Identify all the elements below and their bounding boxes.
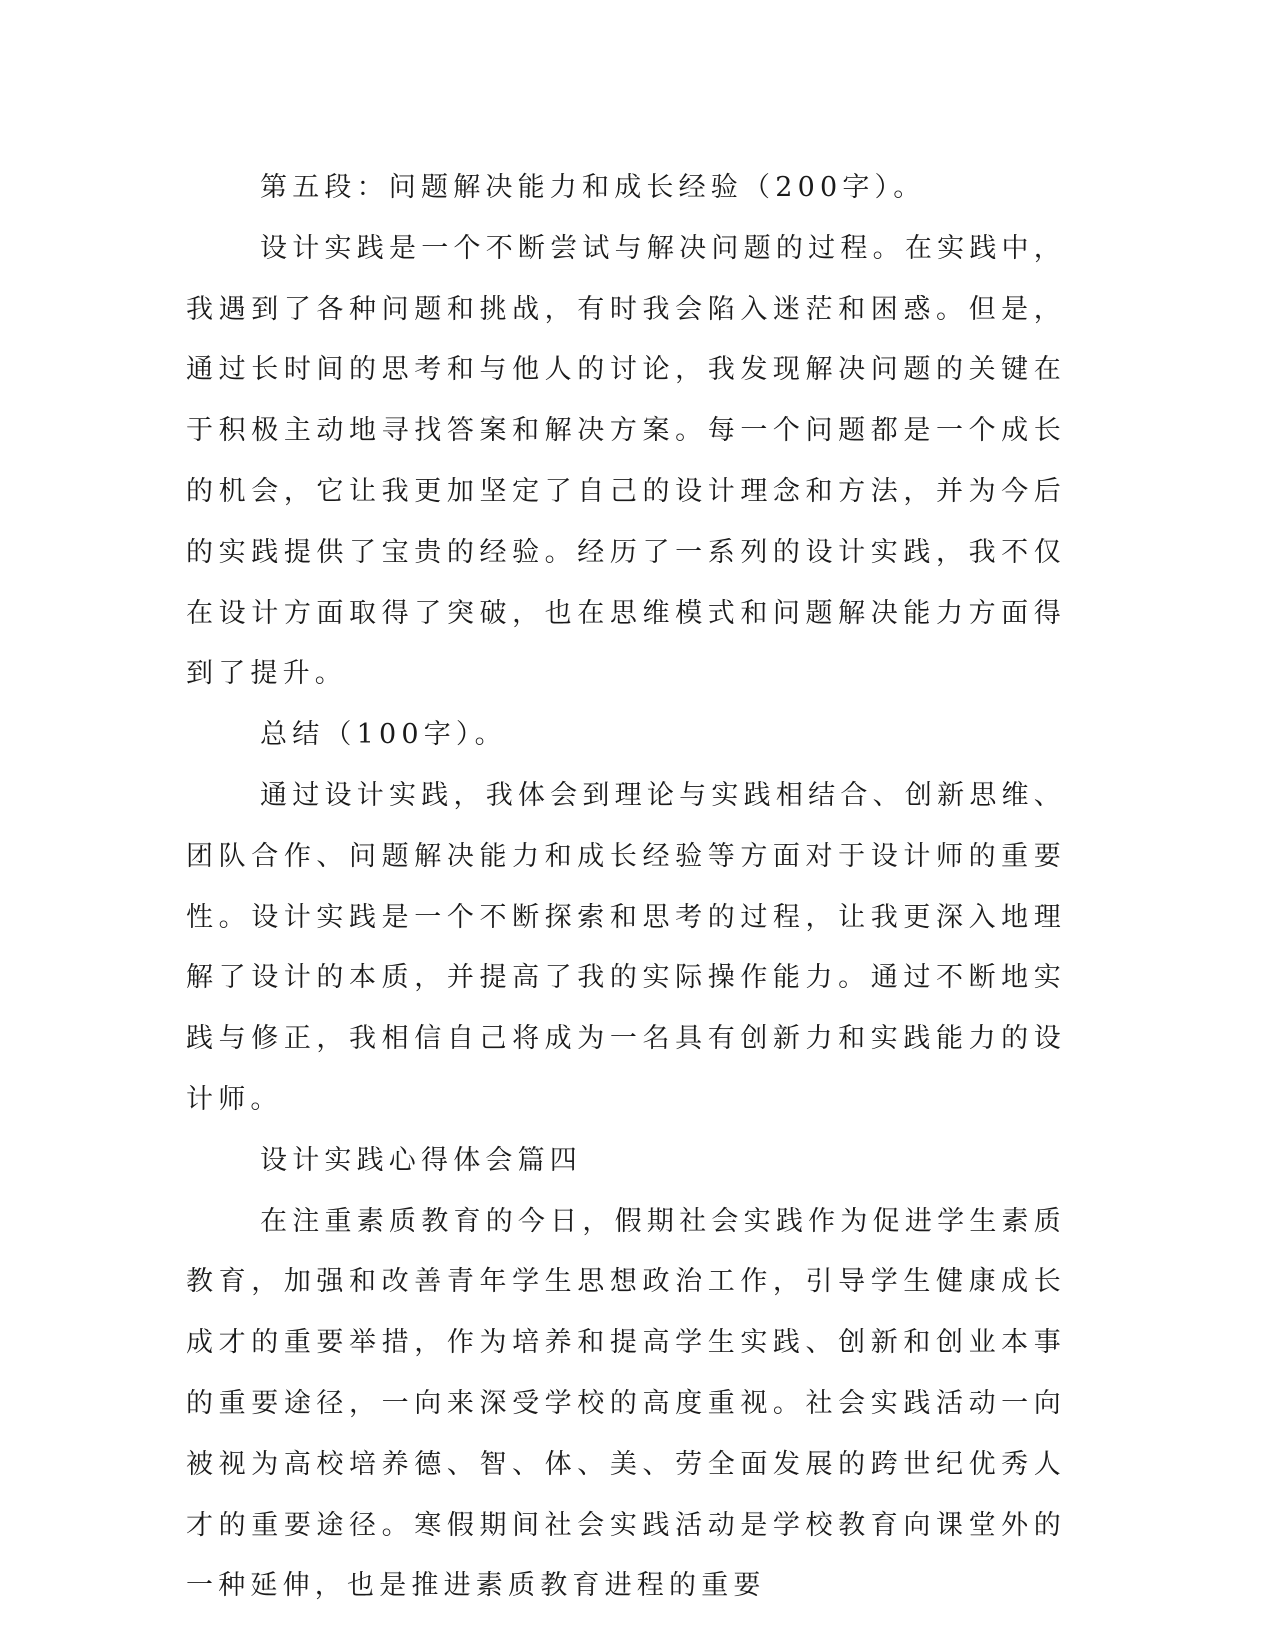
section-heading-summary: 总结（100字）。 xyxy=(260,719,507,751)
paragraph-problem-solving: 设计实践是一个不断尝试与解决问题的过程。在实践中，我遇到了各种问题和挑战，有时我会陷入迷茫和困惑。但是，通过长时间的思考和与他人的讨论，我发现解决问题的关键在于积极主动地寻找答案和解决方案。每一个问题都是一个成长的机会，它让我更加坚定了自己的设计理念和方法，并为今后的实践提供了宝贵的经验。经历了一系列的设计实践，我不仅在设计方面取得了突破，也在思维模式和问题解决能力方面得到了提升。 xyxy=(186,232,1066,690)
section-heading-part-four: 设计实践心得体会篇四 xyxy=(260,1144,582,1176)
document-body xyxy=(186,158,1066,1617)
section-heading-problem-solving: 第五段：问题解决能力和成长经验（200字）。 xyxy=(260,172,926,203)
paragraph-social-practice: 在注重素质教育的今日，假期社会实践作为促进学生素质教育，加强和改善青年学生思想政治工作，引导学生健康成长成才的重要举措，作为培养和提高学生实践、创新和创业本事的重要途径，一向来深受学校的高度重视。社会实践活动一向被视为高校培养德、智、体、美、劳全面发展的跨世纪优秀人才的重要途径。寒假期间社会实践活动是学校教育向课堂外的一种延伸，也是推进素质教育进程的重要 xyxy=(186,1205,1066,1602)
paragraph-summary: 通过设计实践，我体会到理论与实践相结合、创新思维、团队合作、问题解决能力和成长经验等方面对于设计师的重要性。设计实践是一个不断探索和思考的过程，让我更深入地理解了设计的本质，并提高了我的实际操作能力。通过不断地实践与修正，我相信自己将成为一名具有创新力和实践能力的设计师。 xyxy=(186,779,1066,1115)
